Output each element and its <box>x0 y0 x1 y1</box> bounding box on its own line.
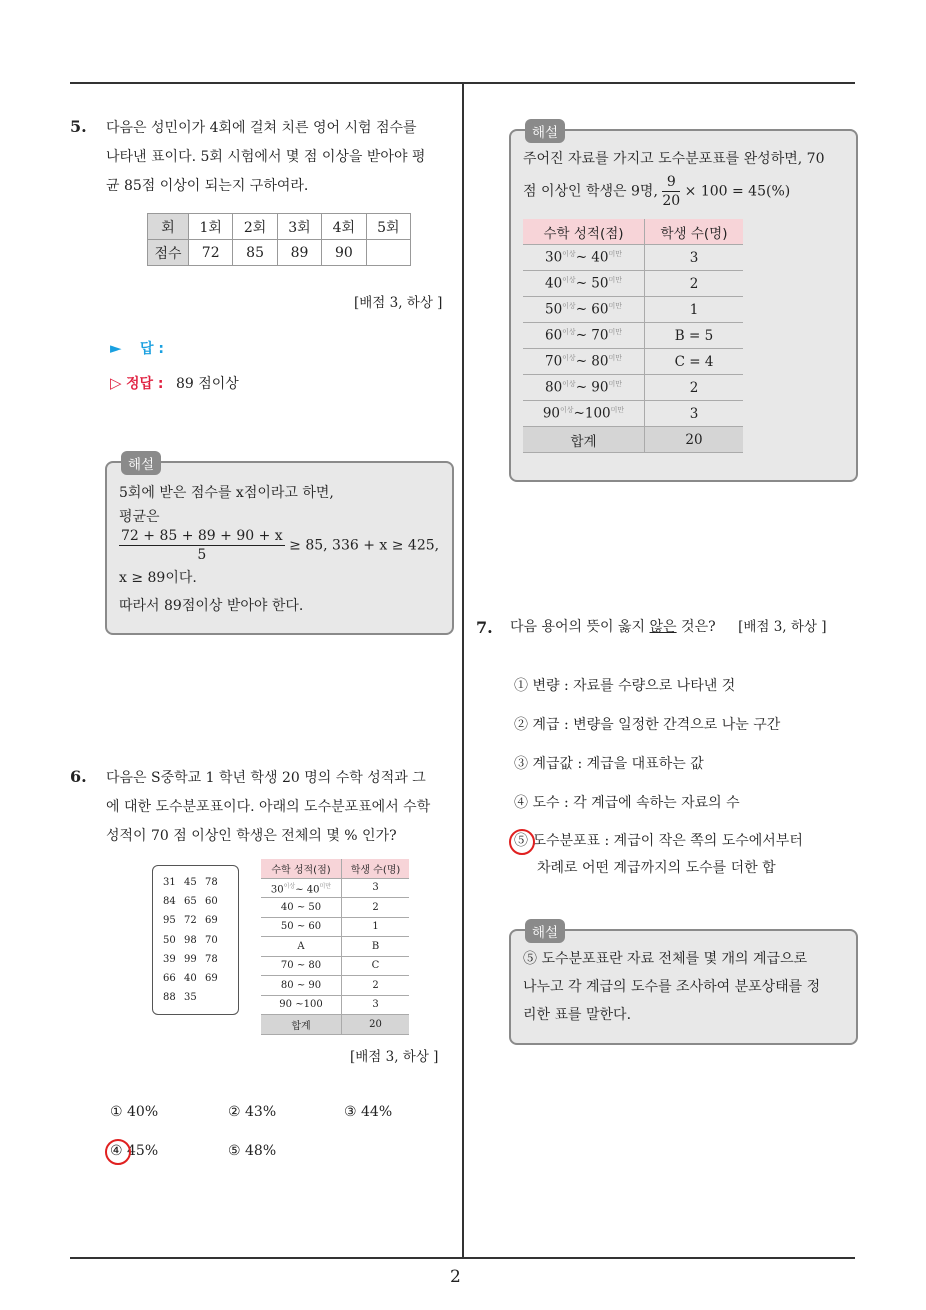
table-cell: 3 <box>645 401 744 427</box>
raw-value: 78 <box>205 953 218 965</box>
fraction-numerator: 72 + 85 + 89 + 90 + x <box>121 528 283 544</box>
q6-explanation-box <box>509 125 858 482</box>
class-low: 30 <box>544 249 563 266</box>
choice-2[interactable]: ② 43% <box>228 1104 277 1120</box>
q6-number: 6. <box>70 767 87 786</box>
formula-rest: ≥ 85, 336 + x ≥ 425, <box>289 537 440 554</box>
raw-value: 78 <box>205 877 218 888</box>
table-cell: 2 <box>342 898 410 918</box>
class-marker: 이상 <box>562 276 576 285</box>
class-marker: 미만 <box>608 380 623 389</box>
class-marker: 이상 <box>562 380 576 389</box>
table-cell: 85 <box>233 240 277 266</box>
table-cell: 72 <box>189 240 233 266</box>
correct-value: 89 점이상 <box>175 376 239 392</box>
line-text: × 100 = 45(%) <box>684 183 791 200</box>
explanation-line: 리한 표를 말한다. <box>523 1007 632 1023</box>
table-header: 학생 수(명) <box>645 219 744 245</box>
q6-line: 에 대한 도수분포표이다. 아래의 도수분포표에서 수학 <box>106 799 431 815</box>
explanation-formula <box>119 527 439 564</box>
q5-number: 5. <box>70 117 87 136</box>
q5-score-table <box>147 213 411 266</box>
table-cell: C = 4 <box>645 349 744 375</box>
raw-value: 70 <box>205 934 218 946</box>
explanation-line: x ≥ 89이다. <box>119 570 197 586</box>
option-4[interactable]: ④ 도수 : 각 계급에 속하는 자료의 수 <box>514 795 740 811</box>
class-marker: 미만 <box>608 250 623 259</box>
q5-line: 다음은 성민이가 4회에 걸쳐 치른 영어 시험 점수를 <box>106 120 417 136</box>
raw-value: 39 <box>163 953 176 965</box>
choice-4[interactable]: ④ 45% <box>110 1143 159 1159</box>
fraction-denominator: 5 <box>197 547 207 563</box>
table-cell: B = 5 <box>645 323 744 349</box>
class-high: ~ 40 <box>575 249 609 266</box>
raw-value: 69 <box>205 973 218 985</box>
table-cell: 1 <box>645 297 744 323</box>
class-low: 30 <box>270 883 284 895</box>
class-marker: 이상 <box>283 882 296 890</box>
option-3[interactable]: ③ 계급값 : 계급을 대표하는 값 <box>514 756 704 772</box>
table-cell: 2 <box>645 375 744 401</box>
class-high: ~ 70 <box>575 327 609 344</box>
table-cell: 3 <box>342 995 410 1015</box>
page-number: 2 <box>450 1267 461 1287</box>
class-low: 70 <box>280 960 294 972</box>
class-high: ~ 80 <box>296 960 322 972</box>
class-low: 90 <box>542 405 561 422</box>
class-low: 40 <box>280 901 294 913</box>
table-cell <box>261 898 342 918</box>
option-2[interactable]: ② 계급 : 변량을 일정한 간격으로 나눈 구간 <box>514 717 781 733</box>
choice-3[interactable]: ③ 44% <box>344 1104 393 1120</box>
table-cell <box>523 245 645 271</box>
explanation-line: 주어진 자료를 가지고 도수분포표를 완성하면, 70 <box>523 151 825 167</box>
correct-label: 정답 : <box>126 376 164 392</box>
q7-underlined-word: 않은 <box>649 619 677 635</box>
table-total-label: 합계 <box>261 1015 342 1035</box>
table-cell <box>523 375 645 401</box>
class-low: 60 <box>544 327 563 344</box>
table-header: 수학 성적(점) <box>523 219 645 245</box>
table-cell <box>523 401 645 427</box>
class-marker: 미만 <box>608 276 623 285</box>
table-cell <box>366 240 410 266</box>
raw-value: 40 <box>184 973 197 985</box>
table-cell <box>523 297 645 323</box>
q6-line: 성적이 70 점 이상인 학생은 전체의 몇 % 인가? <box>106 828 397 844</box>
table-cell: 3 <box>645 245 744 271</box>
explanation-line: 따라서 89점이상 받아야 한다. <box>119 598 304 614</box>
choice-5[interactable]: ⑤ 48% <box>228 1143 277 1159</box>
class-marker: 이상 <box>562 250 576 259</box>
table-cell: 1 <box>342 917 410 937</box>
class-high: ~ 50 <box>575 275 609 292</box>
explanation-tag: 해설 <box>121 451 161 475</box>
q5-line: 나타낸 표이다. 5회 시험에서 몇 점 이상을 받아야 평 <box>106 149 426 165</box>
raw-value: 95 <box>163 915 176 927</box>
class-marker: 미만 <box>319 882 332 890</box>
table-cell <box>261 917 342 937</box>
class-low: 80 <box>544 379 563 396</box>
table-cell <box>523 271 645 297</box>
selected-answer-circle-icon <box>105 1139 131 1165</box>
table-cell: C <box>342 956 410 976</box>
class-marker: 미만 <box>608 302 623 311</box>
q5-score: [배점 3, 하상 ] <box>354 295 443 311</box>
fraction <box>119 527 285 564</box>
explanation-line <box>523 173 824 210</box>
table-header: 학생 수(명) <box>342 859 410 878</box>
class-high: ~ 90 <box>575 379 609 396</box>
q6-solution-table <box>523 219 743 453</box>
q5-text <box>106 114 425 201</box>
table-cell: 1회 <box>189 214 233 240</box>
explanation-body <box>119 479 439 620</box>
table-cell: 2회 <box>233 214 277 240</box>
class-low: 70 <box>544 353 563 370</box>
option-5[interactable]: ⑤ 도수분포표 : 계급이 작은 쪽의 도수에서부터 <box>514 833 803 849</box>
raw-value: 72 <box>184 915 197 927</box>
class-marker: 이상 <box>560 406 574 415</box>
q6-frequency-table <box>261 859 409 1035</box>
selected-answer-circle-icon <box>509 829 535 855</box>
raw-value: 50 <box>163 934 176 946</box>
raw-value: 35 <box>184 992 197 1004</box>
play-arrow-icon: ► <box>110 339 122 357</box>
explanation-body <box>523 945 820 1029</box>
raw-value: 88 <box>163 992 176 1004</box>
table-cell: 90 <box>322 240 366 266</box>
class-marker: 이상 <box>562 354 576 363</box>
raw-value: 98 <box>184 934 197 946</box>
q7-text-part: 것은? <box>681 619 716 635</box>
table-cell <box>523 323 645 349</box>
explanation-body <box>523 145 824 210</box>
table-cell: 5회 <box>366 214 410 240</box>
class-high: ~100 <box>295 999 323 1011</box>
q6-score: [배점 3, 하상 ] <box>350 1049 439 1065</box>
table-cell: 2 <box>342 976 410 996</box>
q5-line: 균 85점 이상이 되는지 구하여라. <box>106 178 309 194</box>
raw-row <box>163 969 226 988</box>
fraction-denominator: 20 <box>662 193 681 209</box>
class-high: ~ 90 <box>296 979 322 991</box>
q6-text <box>106 764 430 851</box>
q5-answer-row <box>110 338 164 358</box>
table-cell <box>261 976 342 996</box>
class-high: ~ 80 <box>575 353 609 370</box>
table-cell <box>523 349 645 375</box>
class-marker: 미만 <box>610 406 625 415</box>
table-total-value: 20 <box>645 427 744 453</box>
fraction-numerator: 9 <box>662 173 680 192</box>
option-1[interactable]: ① 변량 : 자료를 수량으로 나타낸 것 <box>514 678 736 694</box>
raw-value: 99 <box>184 953 197 965</box>
class-low: 40 <box>544 275 563 292</box>
raw-value: 31 <box>163 877 176 888</box>
raw-value: 84 <box>163 896 176 908</box>
q5-explanation-box <box>105 457 454 635</box>
table-cell: B <box>342 937 410 957</box>
q6-line: 다음은 S중학교 1 학년 학생 20 명의 수학 성적과 그 <box>106 770 426 786</box>
table-total-label: 합계 <box>523 427 645 453</box>
table-cell: 89 <box>277 240 321 266</box>
explanation-line: ⑤ 도수분포표란 자료 전체를 몇 개의 계급으로 <box>523 951 808 967</box>
explanation-tag: 해설 <box>525 119 565 143</box>
class-marker: 미만 <box>608 328 623 337</box>
table-cell: 4회 <box>322 214 366 240</box>
raw-value: 66 <box>163 973 176 985</box>
outline-arrow-icon: ▷ <box>110 374 122 392</box>
class-marker: 이상 <box>562 328 576 337</box>
table-cell: 3 <box>342 878 410 898</box>
q7-number: 7. <box>476 618 493 637</box>
raw-value: 60 <box>205 896 218 908</box>
raw-row <box>163 950 226 969</box>
q5-correct-row <box>110 373 239 393</box>
raw-value: 65 <box>184 896 197 908</box>
class-low: 50 <box>544 301 563 318</box>
class-marker: 이상 <box>562 302 576 311</box>
table-total-value: 20 <box>342 1015 410 1035</box>
raw-row <box>163 892 226 911</box>
raw-value: 45 <box>184 877 197 888</box>
class-high: ~ 40 <box>295 883 320 895</box>
table-cell <box>261 995 342 1015</box>
table-cell: 2 <box>645 271 744 297</box>
option-5-continuation: 차례로 어떤 계급까지의 도수를 더한 합 <box>537 860 776 876</box>
class-low: 80 <box>280 979 294 991</box>
raw-row <box>163 988 226 1007</box>
fraction <box>662 173 680 210</box>
class-low: 50 <box>280 921 294 933</box>
explanation-tag: 해설 <box>525 919 565 943</box>
table-cell: 회 <box>148 214 189 240</box>
table-cell <box>261 878 342 898</box>
raw-row <box>163 931 226 950</box>
explanation-line: 나누고 각 계급의 도수를 조사하여 분포상태를 정 <box>523 979 821 995</box>
raw-value: 69 <box>205 915 218 927</box>
q7-text-part: 다음 용어의 뜻이 옳지 <box>510 619 646 635</box>
table-cell: 3회 <box>277 214 321 240</box>
class-low: 90 <box>279 999 293 1011</box>
class-high: ~ 60 <box>296 921 322 933</box>
q7-score: [배점 3, 하상 ] <box>738 619 827 635</box>
explanation-line: 5회에 받은 점수를 x점이라고 하면, <box>119 485 334 501</box>
q7-text <box>510 613 827 642</box>
answer-label: 답 : <box>140 341 164 357</box>
raw-row <box>163 911 226 930</box>
q7-explanation-box <box>509 925 858 1045</box>
table-cell: 점수 <box>148 240 189 266</box>
raw-data-grid <box>163 873 226 1007</box>
table-header: 수학 성적(점) <box>261 859 342 878</box>
raw-row <box>163 873 226 892</box>
explanation-line: 평균은 <box>119 509 160 525</box>
class-high: ~ 50 <box>296 901 322 913</box>
class-high: ~ 60 <box>575 301 609 318</box>
class-marker: 미만 <box>608 354 623 363</box>
table-cell: A <box>261 937 342 957</box>
choice-1[interactable]: ① 40% <box>110 1104 159 1120</box>
column-divider <box>462 84 464 1258</box>
line-text: 점 이상인 학생은 9명, <box>523 183 658 200</box>
table-cell <box>261 956 342 976</box>
class-high: ~100 <box>573 405 611 422</box>
